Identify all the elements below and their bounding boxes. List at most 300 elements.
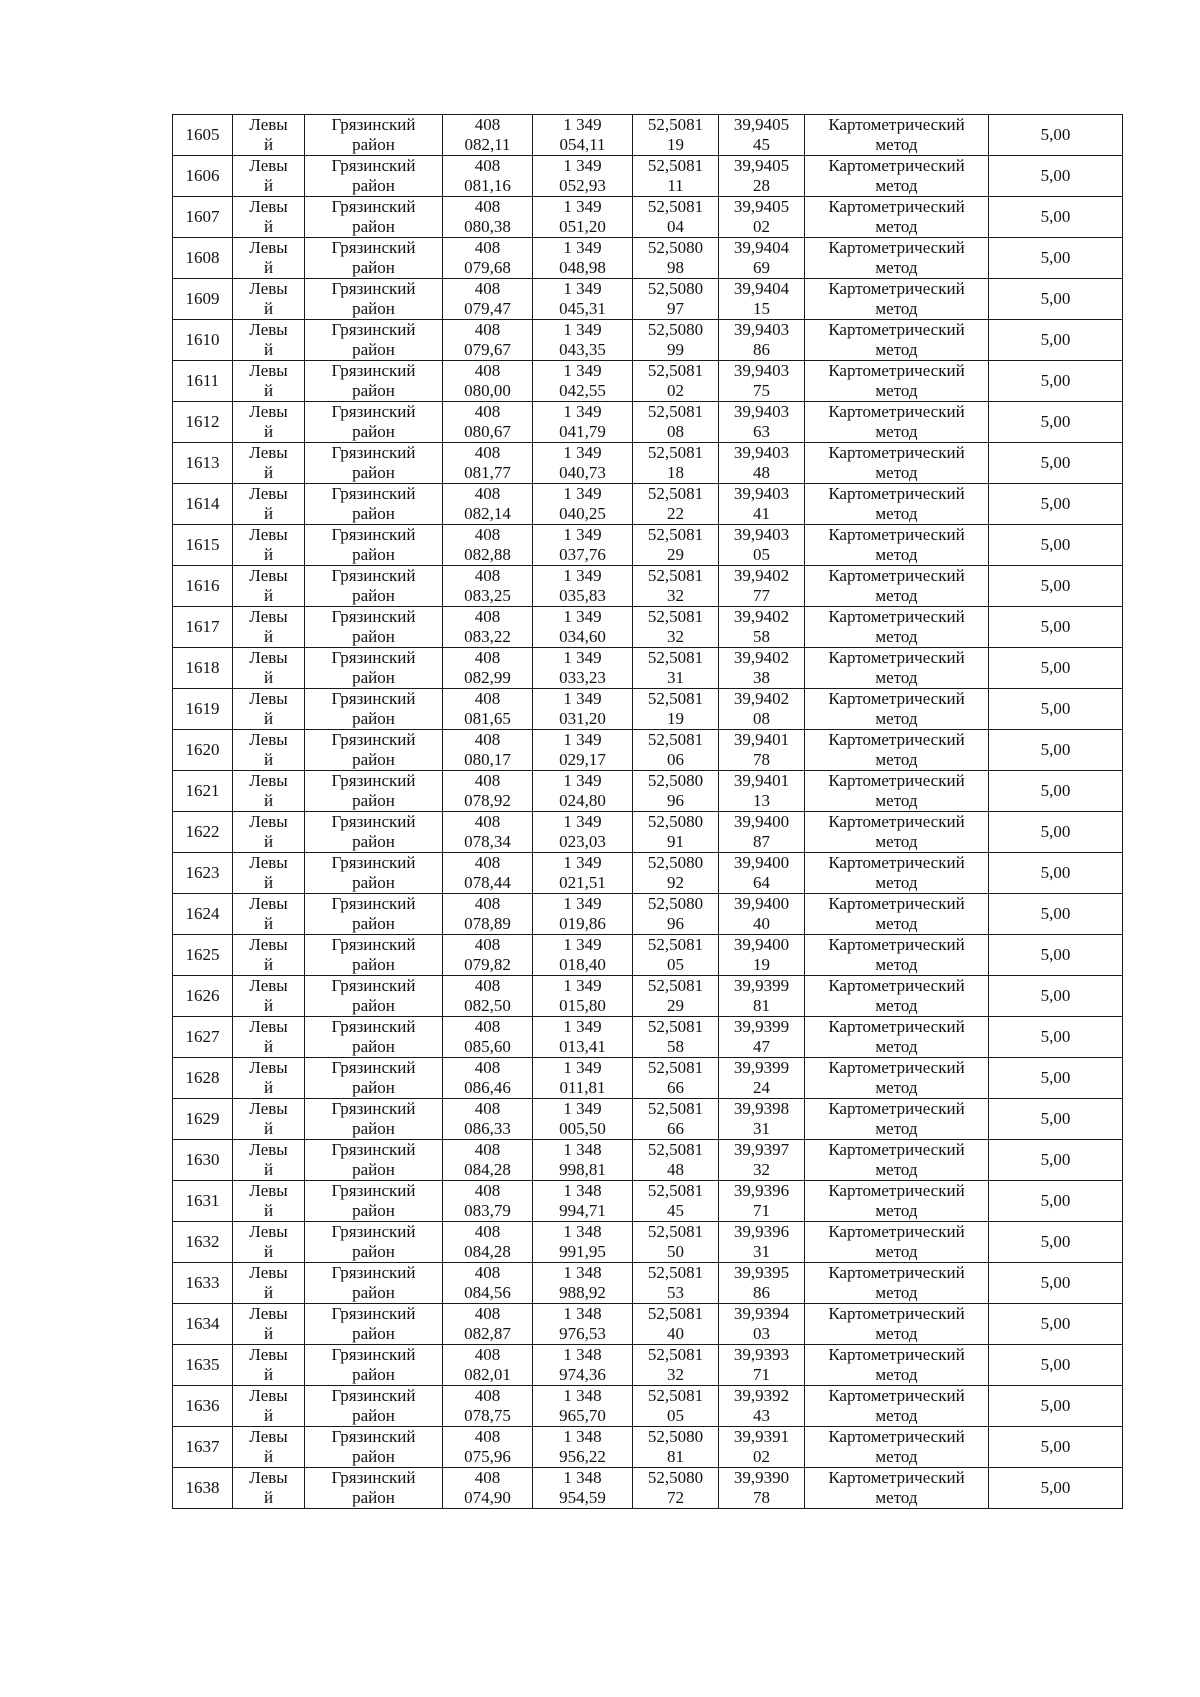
district-cell-line: Грязинский	[331, 566, 416, 585]
longitude-cell-line: 39,9390	[733, 1468, 790, 1487]
method-cell-line: Картометрический	[828, 894, 965, 913]
accuracy-cell: 5,00	[989, 935, 1123, 976]
method-cell	[805, 648, 989, 689]
latitude-cell	[633, 689, 719, 730]
y-coord-cell-line: 015,80	[559, 996, 606, 1015]
longitude-cell-line: 75	[753, 381, 770, 400]
method-cell-line: метод	[875, 1447, 918, 1466]
method-cell-line: метод	[875, 381, 918, 400]
method-cell-line: метод	[875, 340, 918, 359]
district-cell-line: Грязинский	[331, 730, 416, 749]
x-coord-cell-line: 080,00	[464, 381, 511, 400]
longitude-cell-line: 48	[753, 463, 770, 482]
side-cell-line: й	[263, 1488, 274, 1507]
x-coord-cell-line: 408	[474, 1017, 501, 1036]
y-coord-cell-line: 1 349	[563, 935, 602, 954]
longitude-cell-line: 39,9404	[733, 279, 790, 298]
method-cell-line: Картометрический	[828, 1345, 965, 1364]
method-cell-line: Картометрический	[828, 730, 965, 749]
longitude-cell-line: 39,9398	[733, 1099, 790, 1118]
x-coord-cell	[443, 361, 533, 402]
longitude-cell-line: 87	[753, 832, 770, 851]
x-coord-cell-line: 408	[474, 1304, 501, 1323]
x-coord-cell-line: 084,56	[464, 1283, 511, 1302]
x-coord-cell	[443, 566, 533, 607]
district-cell	[305, 484, 443, 525]
method-cell-line: метод	[875, 668, 918, 687]
y-coord-cell	[533, 1468, 633, 1509]
latitude-cell	[633, 238, 719, 279]
y-coord-cell	[533, 607, 633, 648]
y-coord-cell	[533, 156, 633, 197]
point-number-cell: 1625	[173, 935, 233, 976]
point-number-cell: 1629	[173, 1099, 233, 1140]
point-number-cell: 1635	[173, 1345, 233, 1386]
longitude-cell-line: 24	[753, 1078, 770, 1097]
x-coord-cell-line: 080,67	[464, 422, 511, 441]
y-coord-cell-line: 991,95	[559, 1242, 606, 1261]
table-row	[173, 812, 1123, 853]
latitude-cell-line: 52,5080	[647, 1468, 704, 1487]
method-cell	[805, 115, 989, 156]
longitude-cell-line: 86	[753, 340, 770, 359]
accuracy-cell: 5,00	[989, 279, 1123, 320]
latitude-cell-line: 22	[667, 504, 684, 523]
longitude-cell-line: 39,9402	[733, 689, 790, 708]
side-cell-line: й	[263, 258, 274, 277]
y-coord-cell-line: 1 348	[563, 1263, 602, 1282]
x-coord-cell-line: 408	[474, 648, 501, 667]
side-cell	[233, 935, 305, 976]
district-cell-line: район	[352, 1365, 395, 1384]
longitude-cell-line: 32	[753, 1160, 770, 1179]
y-coord-cell-line: 021,51	[559, 873, 606, 892]
longitude-cell	[719, 1345, 805, 1386]
longitude-cell	[719, 238, 805, 279]
x-coord-cell-line: 082,88	[464, 545, 511, 564]
x-coord-cell	[443, 812, 533, 853]
method-cell-line: Картометрический	[828, 484, 965, 503]
point-number-cell: 1630	[173, 1140, 233, 1181]
accuracy-cell: 5,00	[989, 320, 1123, 361]
district-cell	[305, 115, 443, 156]
x-coord-cell-line: 079,82	[464, 955, 511, 974]
method-cell	[805, 812, 989, 853]
district-cell-line: Грязинский	[331, 1345, 416, 1364]
district-cell-line: район	[352, 1201, 395, 1220]
table-row	[173, 1345, 1123, 1386]
y-coord-cell-line: 043,35	[559, 340, 606, 359]
side-cell	[233, 730, 305, 771]
district-cell	[305, 771, 443, 812]
longitude-cell	[719, 115, 805, 156]
y-coord-cell-line: 1 349	[563, 607, 602, 626]
district-cell-line: район	[352, 1283, 395, 1302]
x-coord-cell	[443, 607, 533, 648]
method-cell	[805, 1222, 989, 1263]
y-coord-cell-line: 1 349	[563, 320, 602, 339]
latitude-cell-line: 31	[667, 668, 684, 687]
side-cell-line: й	[263, 832, 274, 851]
longitude-cell	[719, 156, 805, 197]
district-cell-line: район	[352, 176, 395, 195]
side-cell-line: Левы	[249, 197, 288, 216]
longitude-cell-line: 63	[753, 422, 770, 441]
district-cell	[305, 1427, 443, 1468]
y-coord-cell	[533, 525, 633, 566]
method-cell	[805, 1427, 989, 1468]
latitude-cell-line: 97	[667, 299, 684, 318]
latitude-cell	[633, 894, 719, 935]
longitude-cell-line: 40	[753, 914, 770, 933]
longitude-cell-line: 31	[753, 1242, 770, 1261]
table-row	[173, 1222, 1123, 1263]
longitude-cell-line: 41	[753, 504, 770, 523]
y-coord-cell	[533, 402, 633, 443]
latitude-cell-line: 52,5080	[647, 771, 704, 790]
method-cell-line: метод	[875, 1365, 918, 1384]
method-cell-line: метод	[875, 873, 918, 892]
latitude-cell-line: 96	[667, 914, 684, 933]
point-number-cell: 1605	[173, 115, 233, 156]
y-coord-cell	[533, 976, 633, 1017]
table-row	[173, 1386, 1123, 1427]
side-cell-line: й	[263, 955, 274, 974]
longitude-cell-line: 71	[753, 1201, 770, 1220]
accuracy-cell: 5,00	[989, 197, 1123, 238]
point-number-cell: 1611	[173, 361, 233, 402]
longitude-cell-line: 39,9402	[733, 566, 790, 585]
side-cell-line: й	[263, 176, 274, 195]
side-cell-line: й	[263, 1242, 274, 1261]
x-coord-cell-line: 408	[474, 771, 501, 790]
latitude-cell-line: 72	[667, 1488, 684, 1507]
x-coord-cell-line: 083,25	[464, 586, 511, 605]
point-number-cell: 1634	[173, 1304, 233, 1345]
latitude-cell	[633, 443, 719, 484]
y-coord-cell-line: 1 349	[563, 648, 602, 667]
longitude-cell-line: 39,9403	[733, 320, 790, 339]
longitude-cell-line: 13	[753, 791, 770, 810]
longitude-cell	[719, 730, 805, 771]
x-coord-cell-line: 081,77	[464, 463, 511, 482]
district-cell-line: район	[352, 135, 395, 154]
y-coord-cell-line: 956,22	[559, 1447, 606, 1466]
longitude-cell-line: 58	[753, 627, 770, 646]
district-cell	[305, 1468, 443, 1509]
method-cell-line: метод	[875, 176, 918, 195]
district-cell-line: Грязинский	[331, 279, 416, 298]
side-cell-line: Левы	[249, 1468, 288, 1487]
side-cell	[233, 812, 305, 853]
side-cell	[233, 1058, 305, 1099]
point-number-cell: 1624	[173, 894, 233, 935]
latitude-cell	[633, 1222, 719, 1263]
district-cell-line: район	[352, 381, 395, 400]
side-cell	[233, 607, 305, 648]
latitude-cell-line: 52,5081	[647, 156, 704, 175]
y-coord-cell-line: 033,23	[559, 668, 606, 687]
longitude-cell-line: 39,9396	[733, 1222, 790, 1241]
y-coord-cell	[533, 566, 633, 607]
table-row	[173, 894, 1123, 935]
y-coord-cell-line: 974,36	[559, 1365, 606, 1384]
x-coord-cell-line: 408	[474, 484, 501, 503]
x-coord-cell	[443, 935, 533, 976]
district-cell-line: район	[352, 545, 395, 564]
x-coord-cell	[443, 484, 533, 525]
longitude-cell-line: 28	[753, 176, 770, 195]
longitude-cell	[719, 1263, 805, 1304]
method-cell	[805, 1181, 989, 1222]
latitude-cell-line: 52,5081	[647, 648, 704, 667]
point-number-cell: 1633	[173, 1263, 233, 1304]
side-cell-line: Левы	[249, 935, 288, 954]
latitude-cell-line: 52,5081	[647, 689, 704, 708]
y-coord-cell-line: 048,98	[559, 258, 606, 277]
table-row	[173, 361, 1123, 402]
district-cell-line: район	[352, 1119, 395, 1138]
longitude-cell-line: 39,9402	[733, 648, 790, 667]
accuracy-cell: 5,00	[989, 238, 1123, 279]
district-cell-line: Грязинский	[331, 648, 416, 667]
x-coord-cell-line: 082,87	[464, 1324, 511, 1343]
side-cell	[233, 771, 305, 812]
y-coord-cell-line: 035,83	[559, 586, 606, 605]
point-number-cell: 1606	[173, 156, 233, 197]
longitude-cell-line: 39,9399	[733, 976, 790, 995]
method-cell-line: метод	[875, 791, 918, 810]
latitude-cell	[633, 730, 719, 771]
latitude-cell-line: 52,5080	[647, 1427, 704, 1446]
district-cell-line: Грязинский	[331, 976, 416, 995]
method-cell-line: метод	[875, 463, 918, 482]
method-cell-line: Картометрический	[828, 320, 965, 339]
x-coord-cell	[443, 320, 533, 361]
longitude-cell	[719, 566, 805, 607]
x-coord-cell-line: 408	[474, 1427, 501, 1446]
x-coord-cell	[443, 976, 533, 1017]
latitude-cell-line: 66	[667, 1078, 684, 1097]
district-cell	[305, 1263, 443, 1304]
method-cell-line: Картометрический	[828, 1099, 965, 1118]
table-row	[173, 238, 1123, 279]
latitude-cell-line: 52,5080	[647, 279, 704, 298]
district-cell-line: Грязинский	[331, 402, 416, 421]
side-cell-line: Левы	[249, 279, 288, 298]
latitude-cell	[633, 197, 719, 238]
side-cell-line: Левы	[249, 1345, 288, 1364]
latitude-cell-line: 06	[667, 750, 684, 769]
longitude-cell-line: 39,9392	[733, 1386, 790, 1405]
district-cell	[305, 689, 443, 730]
side-cell-line: Левы	[249, 1427, 288, 1446]
district-cell-line: Грязинский	[331, 156, 416, 175]
latitude-cell	[633, 402, 719, 443]
side-cell-line: Левы	[249, 525, 288, 544]
side-cell-line: й	[263, 381, 274, 400]
method-cell-line: метод	[875, 586, 918, 605]
y-coord-cell-line: 1 348	[563, 1304, 602, 1323]
y-coord-cell	[533, 320, 633, 361]
side-cell-line: й	[263, 217, 274, 236]
y-coord-cell	[533, 1386, 633, 1427]
x-coord-cell-line: 080,38	[464, 217, 511, 236]
y-coord-cell	[533, 1427, 633, 1468]
side-cell	[233, 1263, 305, 1304]
district-cell-line: район	[352, 1160, 395, 1179]
method-cell-line: Картометрический	[828, 156, 965, 175]
x-coord-cell-line: 408	[474, 443, 501, 462]
longitude-cell	[719, 320, 805, 361]
x-coord-cell	[443, 689, 533, 730]
latitude-cell-line: 52,5081	[647, 976, 704, 995]
district-cell	[305, 1304, 443, 1345]
y-coord-cell	[533, 689, 633, 730]
method-cell	[805, 894, 989, 935]
table-row	[173, 484, 1123, 525]
longitude-cell	[719, 484, 805, 525]
y-coord-cell-line: 1 349	[563, 484, 602, 503]
side-cell-line: й	[263, 1324, 274, 1343]
side-cell	[233, 689, 305, 730]
method-cell	[805, 1017, 989, 1058]
latitude-cell-line: 29	[667, 545, 684, 564]
longitude-cell-line: 39,9399	[733, 1017, 790, 1036]
accuracy-cell: 5,00	[989, 730, 1123, 771]
method-cell-line: Картометрический	[828, 976, 965, 995]
latitude-cell-line: 52,5081	[647, 1099, 704, 1118]
y-coord-cell-line: 1 348	[563, 1427, 602, 1446]
method-cell-line: метод	[875, 299, 918, 318]
table-row	[173, 115, 1123, 156]
side-cell	[233, 402, 305, 443]
point-number-cell: 1614	[173, 484, 233, 525]
method-cell-line: метод	[875, 1242, 918, 1261]
district-cell	[305, 1222, 443, 1263]
table-row	[173, 976, 1123, 1017]
district-cell-line: Грязинский	[331, 197, 416, 216]
latitude-cell-line: 52,5080	[647, 853, 704, 872]
district-cell-line: Грязинский	[331, 1222, 416, 1241]
accuracy-cell: 5,00	[989, 771, 1123, 812]
district-cell-line: Грязинский	[331, 1304, 416, 1323]
x-coord-cell	[443, 853, 533, 894]
longitude-cell	[719, 1386, 805, 1427]
x-coord-cell-line: 082,99	[464, 668, 511, 687]
district-cell	[305, 894, 443, 935]
x-coord-cell	[443, 730, 533, 771]
x-coord-cell-line: 408	[474, 1263, 501, 1282]
longitude-cell	[719, 1017, 805, 1058]
table-row	[173, 443, 1123, 484]
district-cell-line: район	[352, 258, 395, 277]
longitude-cell	[719, 853, 805, 894]
point-number-cell: 1622	[173, 812, 233, 853]
method-cell	[805, 976, 989, 1017]
x-coord-cell-line: 408	[474, 976, 501, 995]
latitude-cell	[633, 1099, 719, 1140]
method-cell	[805, 1099, 989, 1140]
side-cell	[233, 976, 305, 1017]
accuracy-cell: 5,00	[989, 1427, 1123, 1468]
side-cell-line: й	[263, 750, 274, 769]
district-cell-line: Грязинский	[331, 853, 416, 872]
longitude-cell-line: 15	[753, 299, 770, 318]
y-coord-cell-line: 965,70	[559, 1406, 606, 1425]
latitude-cell	[633, 525, 719, 566]
side-cell	[233, 320, 305, 361]
side-cell-line: Левы	[249, 361, 288, 380]
x-coord-cell-line: 408	[474, 689, 501, 708]
side-cell-line: Левы	[249, 402, 288, 421]
point-number-cell: 1632	[173, 1222, 233, 1263]
latitude-cell-line: 19	[667, 135, 684, 154]
longitude-cell	[719, 525, 805, 566]
x-coord-cell	[443, 443, 533, 484]
point-number-cell: 1618	[173, 648, 233, 689]
district-cell-line: Грязинский	[331, 484, 416, 503]
longitude-cell-line: 39,9396	[733, 1181, 790, 1200]
point-number-cell: 1617	[173, 607, 233, 648]
x-coord-cell-line: 082,11	[464, 135, 511, 154]
y-coord-cell	[533, 238, 633, 279]
accuracy-cell: 5,00	[989, 1099, 1123, 1140]
table-row	[173, 935, 1123, 976]
longitude-cell-line: 08	[753, 709, 770, 728]
latitude-cell-line: 52,5081	[647, 1058, 704, 1077]
district-cell	[305, 279, 443, 320]
longitude-cell	[719, 607, 805, 648]
x-coord-cell-line: 078,75	[464, 1406, 511, 1425]
district-cell	[305, 525, 443, 566]
x-coord-cell-line: 408	[474, 320, 501, 339]
x-coord-cell-line: 078,44	[464, 873, 511, 892]
district-cell-line: район	[352, 217, 395, 236]
latitude-cell-line: 29	[667, 996, 684, 1015]
x-coord-cell	[443, 1468, 533, 1509]
table-row	[173, 320, 1123, 361]
method-cell-line: метод	[875, 1160, 918, 1179]
y-coord-cell-line: 1 349	[563, 525, 602, 544]
x-coord-cell-line: 081,16	[464, 176, 511, 195]
district-cell	[305, 1386, 443, 1427]
y-coord-cell-line: 029,17	[559, 750, 606, 769]
longitude-cell	[719, 976, 805, 1017]
latitude-cell	[633, 607, 719, 648]
x-coord-cell-line: 408	[474, 935, 501, 954]
accuracy-cell: 5,00	[989, 361, 1123, 402]
longitude-cell-line: 39,9401	[733, 730, 790, 749]
x-coord-cell-line: 408	[474, 1058, 501, 1077]
table-row	[173, 853, 1123, 894]
side-cell	[233, 1304, 305, 1345]
side-cell	[233, 853, 305, 894]
latitude-cell-line: 66	[667, 1119, 684, 1138]
latitude-cell-line: 52,5081	[647, 935, 704, 954]
x-coord-cell	[443, 1427, 533, 1468]
longitude-cell	[719, 1427, 805, 1468]
x-coord-cell	[443, 156, 533, 197]
longitude-cell-line: 39,9400	[733, 935, 790, 954]
longitude-cell-line: 39,9393	[733, 1345, 790, 1364]
longitude-cell-line: 38	[753, 668, 770, 687]
latitude-cell-line: 40	[667, 1324, 684, 1343]
x-coord-cell-line: 408	[474, 1099, 501, 1118]
point-number-cell: 1607	[173, 197, 233, 238]
method-cell-line: метод	[875, 545, 918, 564]
x-coord-cell	[443, 1222, 533, 1263]
